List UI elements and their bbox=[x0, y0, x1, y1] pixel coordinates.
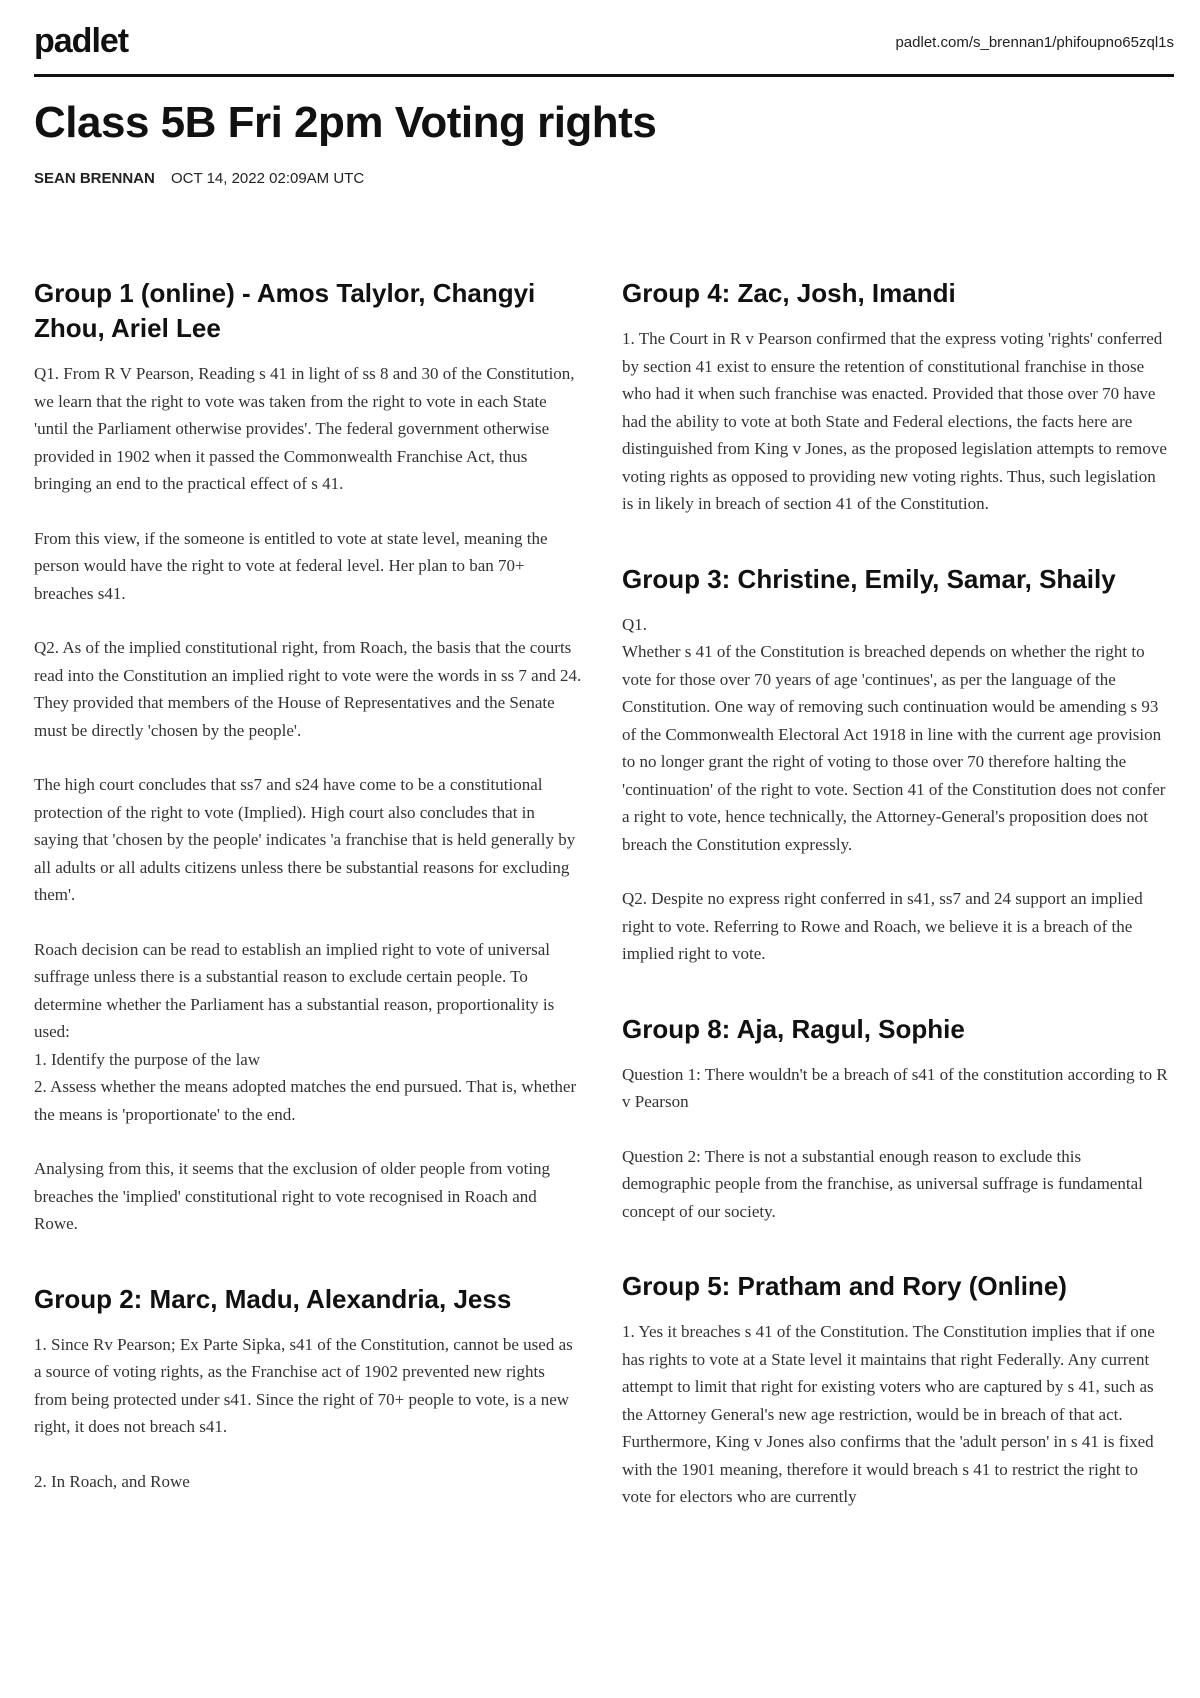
post-paragraph: Roach decision can be read to establish an implied right to vote of universal suffrage unless there is a substantial reason to exclude certain people. To determine whether the Parliament has a substantial reason, proportionality is used: bbox=[34, 939, 555, 1041]
post-paragraph: From this view, if the someone is entitled to vote at state level, meaning the person would have the right to vote at federal level. Her plan to ban 70+ breaches s41. bbox=[34, 528, 548, 603]
post-title: Group 1 (online) - Amos Talylor, Changyi Zhou, Ariel Lee bbox=[34, 278, 536, 343]
post-paragraph: 1. The Court in R v Pearson confirmed that the express voting 'rights' conferred by section 41 exist to ensure the retention of constitutional franchise in those who had it when such franchise was enacted. Provided that those over 70 have had the ability to vote at both State and Federal elections, the facts here are distinguished from King v Jones, as the proposed legislation attempts to remove voting rights as opposed to providing new voting rights. Thus, such legislation is in likely in breach of section 41 of the Constitution. bbox=[622, 329, 1167, 513]
post-group-1[interactable] bbox=[34, 276, 582, 1238]
post-group-4[interactable] bbox=[622, 276, 1170, 518]
top-bar bbox=[34, 20, 1174, 77]
post-paragraph: The high court concludes that ss7 and s24 have come to be a constitutional protection of the right to vote (Implied). High court also concludes that in saying that 'chosen by the people' indicates 'a franchise that is held generally by all adults or all adults citizens unless there be substantial reasons for excluding them'. bbox=[34, 775, 576, 904]
page-meta bbox=[34, 170, 364, 187]
padlet-url[interactable]: padlet.com/s_brennan1/phifoupno65zql1s bbox=[895, 34, 1174, 51]
post-paragraph: 2. Assess whether the means adopted matches the end pursued. That is, whether the means is 'proportionate' to the end. bbox=[34, 1077, 577, 1124]
post-title: Group 8: Aja, Ragul, Sophie bbox=[622, 1013, 965, 1044]
post-paragraph: Q2. Despite no express right conferred in s41, ss7 and 24 support an implied right to vote. Referring to Rowe and Roach, we believe it is a breach of the implied right to vote. bbox=[622, 889, 1143, 963]
post-group-8[interactable] bbox=[622, 1012, 1170, 1226]
post-group-3[interactable] bbox=[622, 562, 1170, 968]
post-paragraph: 1. Since Rv Pearson; Ex Parte Sipka, s41 of the Constitution, cannot be used as a source of voting rights, as the Franchise act of 1902 prevented new rights from being protected under s41. Since the right of 70+ people to vote, is a new right, it does not breach s41. bbox=[34, 1334, 573, 1436]
post-paragraph: Q1. bbox=[622, 614, 648, 634]
post-paragraph: Q1. From R V Pearson, Reading s 41 in light of ss 8 and 30 of the Constitution, we learn that the right to vote was taken from the right to vote in each State 'until the Parliament otherwise provides'. The federal government otherwise provided in 1902 when it passed the Commonwealth Franchise Act, thus bringing an end to the practical effect of s 41. bbox=[34, 364, 575, 493]
post-group-2[interactable] bbox=[34, 1282, 582, 1496]
post-title: Group 3: Christine, Emily, Samar, Shaily bbox=[622, 563, 1116, 594]
right-column bbox=[622, 276, 1170, 1555]
post-paragraph: 2. In Roach, and Rowe bbox=[34, 1471, 190, 1491]
post-group-5[interactable] bbox=[622, 1269, 1170, 1511]
post-paragraph: Question 2: There is not a substantial enough reason to exclude this demographic people from the franchise, as universal suffrage is fundamental concept of our society. bbox=[622, 1146, 1143, 1221]
post-title: Group 2: Marc, Madu, Alexandria, Jess bbox=[34, 1283, 512, 1314]
post-paragraph: Question 1: There wouldn't be a breach of s41 of the constitution according to R v Pearson bbox=[622, 1064, 1168, 1111]
post-paragraph: 1. Yes it breaches s 41 of the Constitution. The Constitution implies that if one has rights to vote at a State level it maintains that right Federally. Any current attempt to limit that right for existing voters who are captured by s 41, such as the Attorney General's new age restriction, would be in breach of that act. Furthermore, King v Jones also confirms that the 'adult person' in s 41 is fixed with the 1901 meaning, therefore it would breach s 41 to restrict the right to vote for electors who are currently bbox=[622, 1322, 1155, 1506]
post-title: Group 4: Zac, Josh, Imandi bbox=[622, 278, 956, 308]
post-timestamp: OCT 14, 2022 02:09AM UTC bbox=[171, 170, 365, 187]
padlet-logo[interactable]: padlet bbox=[34, 22, 129, 60]
author-name: SEAN BRENNAN bbox=[34, 170, 155, 187]
post-paragraph: Analysing from this, it seems that the exclusion of older people from voting breaches the 'implied' constitutional right to vote recognised in Roach and Rowe. bbox=[34, 1159, 551, 1233]
post-paragraph: Whether s 41 of the Constitution is breached depends on whether the right to vote for those over 70 years of age 'continues', as per the language of the Constitution. One way of removing such continuation would be amending s 93 of the Commonwealth Electoral Act 1918 in line with the current age provision to no longer grant the right of voting to those over 70 therefore halting the 'continuation' of the right to vote. Section 41 of the Constitution does not confer a right to vote, hence technically, the Attorney-General's proposition does not breach the Constitution expressly. bbox=[622, 642, 1166, 854]
post-paragraph: Q2. As of the implied constitutional right, from Roach, the basis that the courts read into the Constitution an implied right to vote were the words in ss 7 and 24. They provided that members of the House of Representatives and the Senate must be directly 'chosen by the people'. bbox=[34, 638, 582, 740]
post-paragraph: 1. Identify the purpose of the law bbox=[34, 1049, 261, 1069]
left-column bbox=[34, 276, 582, 1539]
page-title: Class 5B Fri 2pm Voting rights bbox=[34, 98, 657, 147]
post-title: Group 5: Pratham and Rory (Online) bbox=[622, 1271, 1067, 1301]
